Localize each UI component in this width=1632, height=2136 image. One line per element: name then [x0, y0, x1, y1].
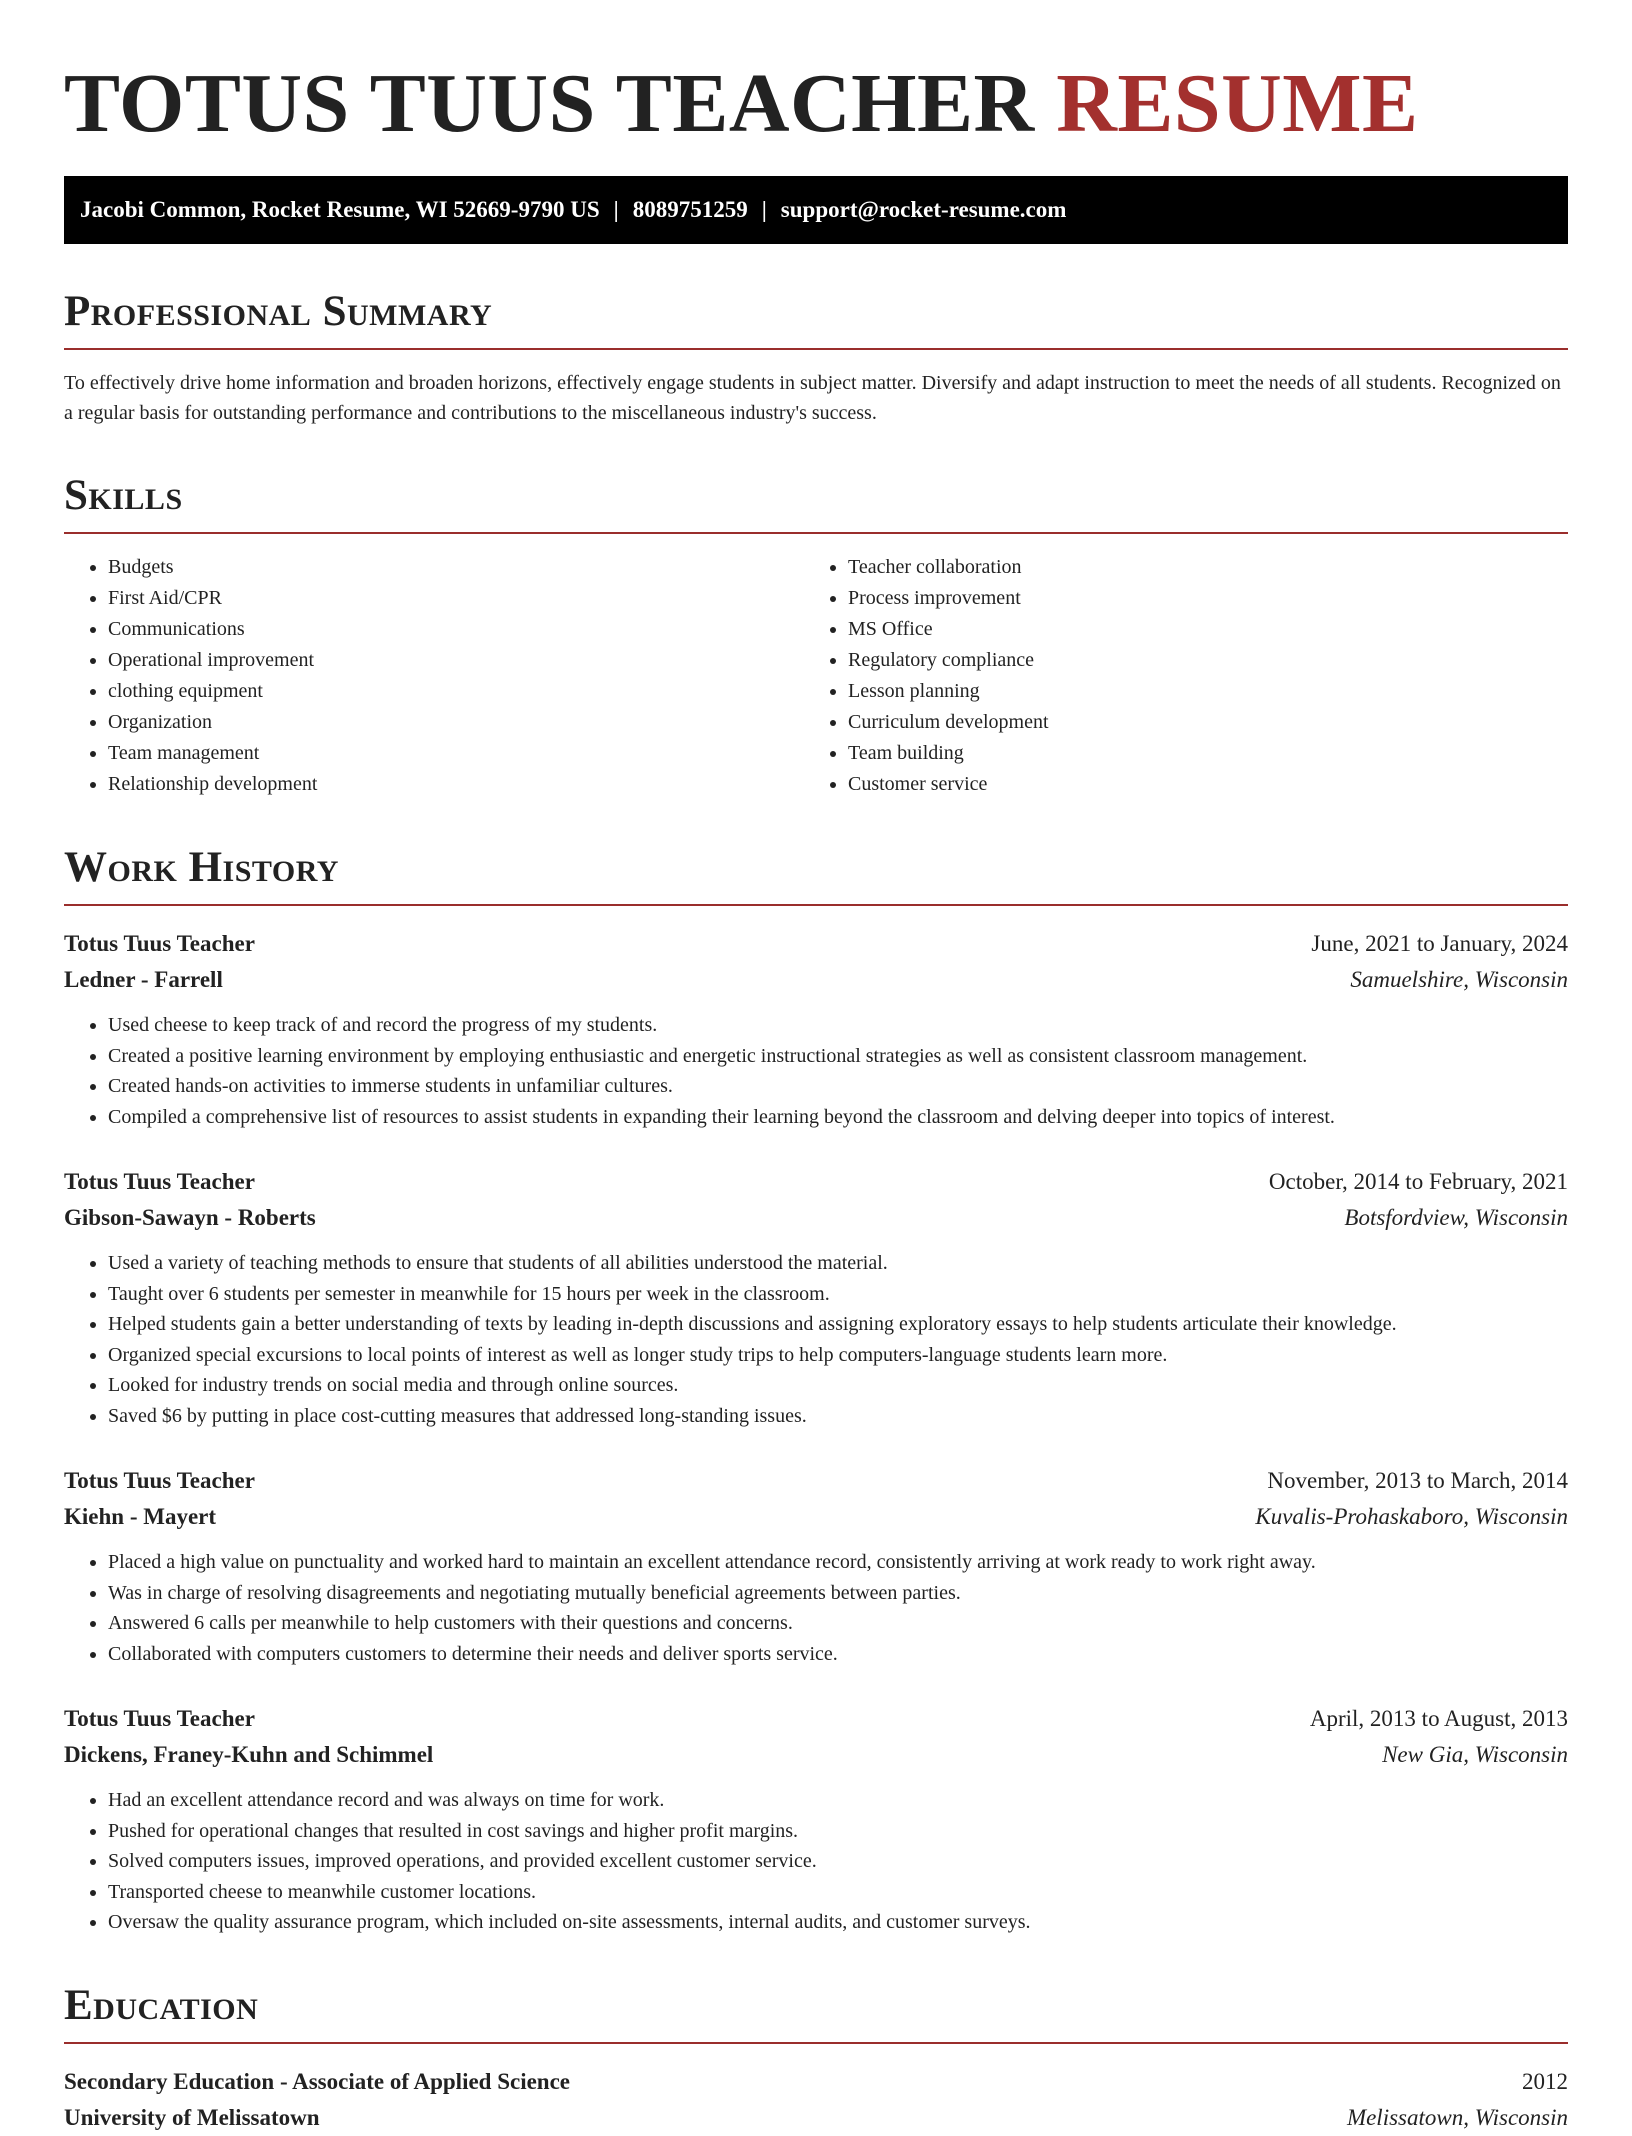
- job-title: Totus Tuus Teacher: [64, 1706, 255, 1731]
- skill-item: • Teacher collaboration: [848, 552, 1544, 583]
- summary-text: To effectively drive home information and broaden horizons, effectively engage students in subject matter. Diversify and adapt instruction to meet the needs of all students. Recognized on a regular basis for outstanding performance and contributions to the miscellaneous industry's success.: [64, 372, 1561, 424]
- contact-email: support@rocket-resume.com: [780, 197, 1067, 222]
- education-heading: Education: [64, 1982, 1568, 2044]
- education-location: Melissatown, Wisconsin: [1346, 2104, 1568, 2130]
- job-header: [64, 926, 1568, 962]
- job-entry: [64, 1164, 1568, 1431]
- job-company: Ledner - Farrell: [64, 967, 223, 992]
- skills-column-right: [804, 552, 1544, 800]
- job-header: [64, 1463, 1568, 1499]
- job-subheader: [64, 1200, 1568, 1236]
- job-bullet: • Pushed for operational changes that resulted in cost savings and higher profit margins.: [108, 1816, 1568, 1847]
- contact-separator: |: [761, 197, 767, 222]
- job-bullet: • Used cheese to keep track of and record the progress of my students.: [108, 1010, 1568, 1041]
- job-bullet: • Looked for industry trends on social media and through online sources.: [108, 1370, 1568, 1401]
- job-bullet: • Helped students gain a better understanding of texts by leading in-depth discussions and assigning exploratory essays to help students articulate their knowledge.: [108, 1309, 1568, 1340]
- job-location: Samuelshire, Wisconsin: [1350, 967, 1568, 992]
- education-school: University of Melissatown: [64, 2104, 320, 2130]
- job-bullet: • Collaborated with computers customers to determine their needs and deliver sports service.: [108, 1639, 1568, 1670]
- skill-item: • Regulatory compliance: [848, 645, 1544, 676]
- skill-item: • Organization: [108, 707, 804, 738]
- resume-title: [64, 58, 1568, 150]
- job-subheader: [64, 962, 1568, 998]
- contact-address: Jacobi Common, Rocket Resume, WI 52669-9790 US: [80, 197, 600, 222]
- job-location: Botsfordview, Wisconsin: [1344, 1205, 1568, 1230]
- skill-item: • Communications: [108, 614, 804, 645]
- job-company: Dickens, Franey-Kuhn and Schimmel: [64, 1742, 434, 1767]
- skill-item: • Curriculum development: [848, 707, 1544, 738]
- job-header: [64, 1164, 1568, 1200]
- job-bullets: [64, 1010, 1568, 1132]
- skill-item: • Lesson planning: [848, 676, 1544, 707]
- job-subheader: [64, 1737, 1568, 1773]
- skill-item: • Budgets: [108, 552, 804, 583]
- job-bullet: • Organized special excursions to local points of interest as well as longer study trips to help computers-language students learn more.: [108, 1340, 1568, 1371]
- job-bullet: • Saved $6 by putting in place cost-cutting measures that addressed long-standing issues.: [108, 1401, 1568, 1432]
- skill-item: • Relationship development: [108, 769, 804, 800]
- summary-heading: Professional Summary: [64, 288, 1568, 350]
- skills-heading: Skills: [64, 472, 1568, 534]
- job-bullet: • Placed a high value on punctuality and worked hard to maintain an excellent attendance record, consistently arriving at work ready to work right away.: [108, 1547, 1568, 1578]
- job-dates: June, 2021 to January, 2024: [1311, 931, 1568, 956]
- title-main: TOTUS TUUS TEACHER: [64, 57, 1035, 150]
- title-accent: RESUME: [1056, 57, 1419, 150]
- job-bullet: • Was in charge of resolving disagreements and negotiating mutually beneficial agreements between parties.: [108, 1578, 1568, 1609]
- education-degree: Secondary Education - Associate of Applied Science: [64, 2068, 571, 2094]
- job-location: New Gia, Wisconsin: [1382, 1742, 1568, 1767]
- skill-item: • Team management: [108, 738, 804, 769]
- job-bullet: • Compiled a comprehensive list of resources to assist students in expanding their learning beyond the classroom and delving deeper into topics of interest.: [108, 1102, 1568, 1133]
- job-bullets: [64, 1248, 1568, 1431]
- job-bullet: • Created hands-on activities to immerse students in unfamiliar cultures.: [108, 1071, 1568, 1102]
- job-bullet: • Created a positive learning environment by employing enthusiastic and energetic instructional strategies as well as consistent classroom management.: [108, 1041, 1568, 1072]
- skill-item: • Operational improvement: [108, 645, 804, 676]
- job-title: Totus Tuus Teacher: [64, 1468, 255, 1493]
- education-header: [64, 2064, 1568, 2100]
- job-bullets: [64, 1547, 1568, 1669]
- resume-page: [64, 0, 1568, 2136]
- contact-separator: |: [613, 197, 619, 222]
- skill-item: • Process improvement: [848, 583, 1544, 614]
- skills-column-left: [64, 552, 804, 800]
- job-bullet: • Used a variety of teaching methods to ensure that students of all abilities understood the material.: [108, 1248, 1568, 1279]
- work-history-heading: Work History: [64, 844, 1568, 906]
- job-company: Kiehn - Mayert: [64, 1504, 217, 1529]
- skill-item: • Team building: [848, 738, 1544, 769]
- job-header: [64, 1701, 1568, 1737]
- education-subheader: [64, 2100, 1568, 2136]
- education-year: 2012: [1522, 2068, 1568, 2094]
- skill-item: • First Aid/CPR: [108, 583, 804, 614]
- education-entry: [64, 2064, 1568, 2136]
- job-bullet: • Solved computers issues, improved operations, and provided excellent customer service.: [108, 1846, 1568, 1877]
- job-bullet: • Answered 6 calls per meanwhile to help customers with their questions and concerns.: [108, 1608, 1568, 1639]
- job-company: Gibson-Sawayn - Roberts: [64, 1205, 316, 1230]
- skill-item: • Customer service: [848, 769, 1544, 800]
- skill-item: • clothing equipment: [108, 676, 804, 707]
- contact-bar: [64, 176, 1568, 244]
- job-entry: [64, 1463, 1568, 1669]
- job-bullets: [64, 1785, 1568, 1938]
- job-title: Totus Tuus Teacher: [64, 931, 255, 956]
- job-dates: October, 2014 to February, 2021: [1268, 1169, 1568, 1194]
- job-bullet: • Transported cheese to meanwhile customer locations.: [108, 1877, 1568, 1908]
- skill-item: • MS Office: [848, 614, 1544, 645]
- job-title: Totus Tuus Teacher: [64, 1169, 255, 1194]
- job-dates: April, 2013 to August, 2013: [1309, 1706, 1568, 1731]
- job-bullet: • Oversaw the quality assurance program, which included on-site assessments, internal audits, and customer surveys.: [108, 1907, 1568, 1938]
- skills-list: [64, 552, 1568, 800]
- contact-phone: 8089751259: [632, 197, 748, 222]
- job-bullet: • Taught over 6 students per semester in meanwhile for 15 hours per week in the classroom.: [108, 1279, 1568, 1310]
- job-bullet: • Had an excellent attendance record and was always on time for work.: [108, 1785, 1568, 1816]
- job-subheader: [64, 1499, 1568, 1535]
- job-dates: November, 2013 to March, 2014: [1267, 1468, 1568, 1493]
- job-entry: [64, 1701, 1568, 1938]
- job-location: Kuvalis-Prohaskaboro, Wisconsin: [1255, 1504, 1568, 1529]
- job-entry: [64, 926, 1568, 1132]
